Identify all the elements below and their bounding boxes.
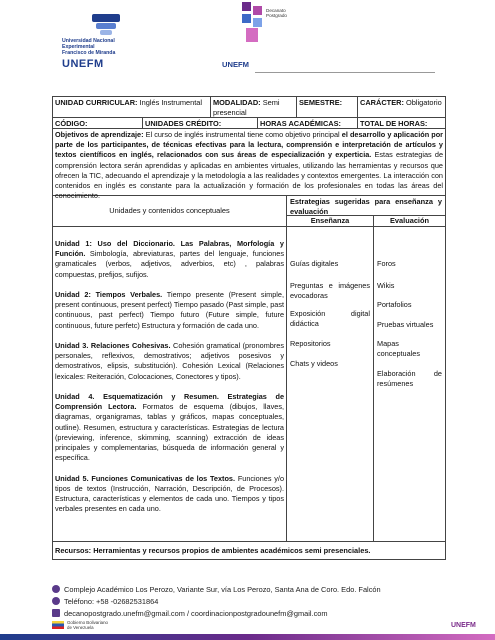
evaluacion-item: Elaboración de resúmenes	[377, 369, 442, 389]
caracter-cell: CARÁCTER: Obligatorio	[360, 98, 442, 107]
horas-cell: HORAS ACADÉMICAS:	[258, 118, 358, 128]
ensenanza-item: Preguntas e imágenes evocadoras	[290, 281, 370, 301]
unit-item: Unidad 2: Tiempos Verbales. Tiempo presente (Present simple, present continuous, present perfect) Tiempo pasado (Past simple, past continuous, past perfect) Tiempo futuro (Future simple, future continuous, future perfetc) Estructura y formación de cada uno.	[55, 290, 284, 330]
footer-email: decanopostgrado.unefm@gmail.com / coordinacionpostgradounefm@gmail.com	[52, 608, 328, 618]
strategies-header: Estrategias sugeridas para enseñanza y evaluación	[287, 196, 445, 216]
evaluacion-header: Evaluación	[374, 216, 445, 227]
creditos-cell: UNIDADES CRÉDITO:	[143, 118, 258, 128]
evaluacion-column	[374, 227, 445, 542]
postgrado-name: Decanato Postgrado	[266, 8, 287, 19]
course-codes-row	[53, 118, 445, 129]
location-pin-icon	[52, 585, 60, 593]
learning-objectives: Objetivos de aprendizaje: El curso de inglés instrumental tiene como objetivo principal el desarrollo y aplicación por parte de los participantes, de técnicas efectivas para la lectura, comprensión e interpretación de artículos y textos científicos en inglés, relacionados con sus áreas de especialización y experticia. Estas estrategias de comprensión lectora serán aprendidas y aplicadas en ambientes virtuales, utilizando las herramientas y recursos que ofrecen la TIC, adecuando el aprendizaje y la metodología a las realidades y contextos emergentes. La interacción con contenidos en inglés es constante para la actualización y formación de los profesionales en todas las áreas del conocimiento.	[55, 130, 444, 201]
university-emblem-icon	[92, 14, 122, 36]
page-header	[0, 0, 495, 78]
semestre-cell: SEMESTRE:	[297, 97, 358, 117]
university-acronym: UNEFM	[62, 58, 104, 70]
university-name: Universidad Nacional Experimental Francisco de Miranda	[62, 38, 116, 56]
unit-item: Unidad 4. Esquematización y Resumen. Estrategias de Comprensión Lectora. Formatos de esquema (dibujos, llaves, diagramas, organigramas, tablas y gráficos, mapas conceptuales, outline). Resumen, estructura y características. Estrategias de lectura (previewing, inference, skimming, scanning) extracción de ideas principales y complementarias, búsqueda de información general y específica.	[55, 392, 284, 463]
footer-address: Complejo Académico Los Perozo, Variante Sur, vía Los Perozo, Santa Ana de Coro. Edo. Falcón	[52, 584, 381, 594]
footer-phone: Teléfono: +58 -02682531864	[52, 596, 158, 606]
venezuela-flag-icon	[52, 621, 64, 629]
phone-icon	[52, 597, 60, 605]
ensenanza-item: Exposición digital didáctica	[290, 309, 370, 329]
evaluacion-item: Portafolios	[377, 300, 412, 309]
evaluacion-item: Foros	[377, 259, 396, 268]
codigo-cell: CÓDIGO:	[53, 118, 143, 128]
university-logo	[62, 14, 172, 72]
page-footer	[0, 578, 495, 640]
ensenanza-column	[287, 227, 374, 542]
footer-brand: UNEFM	[451, 622, 476, 629]
ensenanza-header: Enseñanza	[287, 216, 374, 227]
postgrado-emblem-icon	[242, 2, 264, 44]
footer-color-bar	[0, 634, 495, 640]
unit-item: Unidad 5. Funciones Comunicativas de los Textos. Funciones y/o tipos de textos (Instrucción, Narración, Descripción, de Procesos). Estructura, características y elementos de cada uno. Tiempos y tipos verbales presentes en cada uno.	[55, 473, 285, 514]
course-table	[52, 96, 446, 560]
evaluacion-item: Mapas conceptuales	[377, 339, 421, 359]
ensenanza-item: Repositorios	[290, 339, 331, 348]
evaluacion-item: Wikis	[377, 281, 395, 290]
evaluacion-item: Pruebas virtuales	[377, 320, 434, 329]
modalidad-cell: MODALIDAD: Semi presencial	[211, 97, 297, 117]
header-divider	[255, 72, 435, 73]
ensenanza-item: Chats y videos	[290, 359, 338, 368]
ministry-logo: Gobierno Bolivariano de Venezuela	[52, 620, 108, 630]
units-column	[53, 227, 287, 542]
course-info-row	[53, 97, 445, 118]
unit-item: Unidad 1: Uso del Diccionario. Las Palabras, Morfología y Función. Simbología, abreviaturas, partes del lenguaje, funciones gramaticales (verbos, adjetivos, adverbios, etc) , palabras compuestas, prefijos, sufijos.	[55, 239, 284, 279]
unit-item: Unidad 3. Relaciones Cohesivas. Cohesión gramatical (pronombres personales, reflexivos, demostrativos; adjetivos posesivos y demostrativos, elipsis, substitución). Cohesión Lexical (Relaciones lexicales: Reiteración, Colocaciones, Conectores y tipos).	[55, 341, 284, 381]
total-horas-cell: TOTAL DE HORAS:	[360, 119, 428, 128]
resources-row: Recursos: Herramientas y recursos propios de ambientes académicos semi presenciales.	[55, 546, 371, 555]
email-icon	[52, 609, 60, 617]
unidad-cell: UNIDAD CURRICULAR: Inglés Instrumental	[53, 97, 211, 117]
postgrado-logo	[220, 2, 287, 72]
units-header: Unidades y contenidos conceptuales	[53, 196, 287, 227]
ensenanza-item: Guías digitales	[290, 259, 339, 268]
postgrado-acronym: UNEFM	[222, 60, 249, 69]
